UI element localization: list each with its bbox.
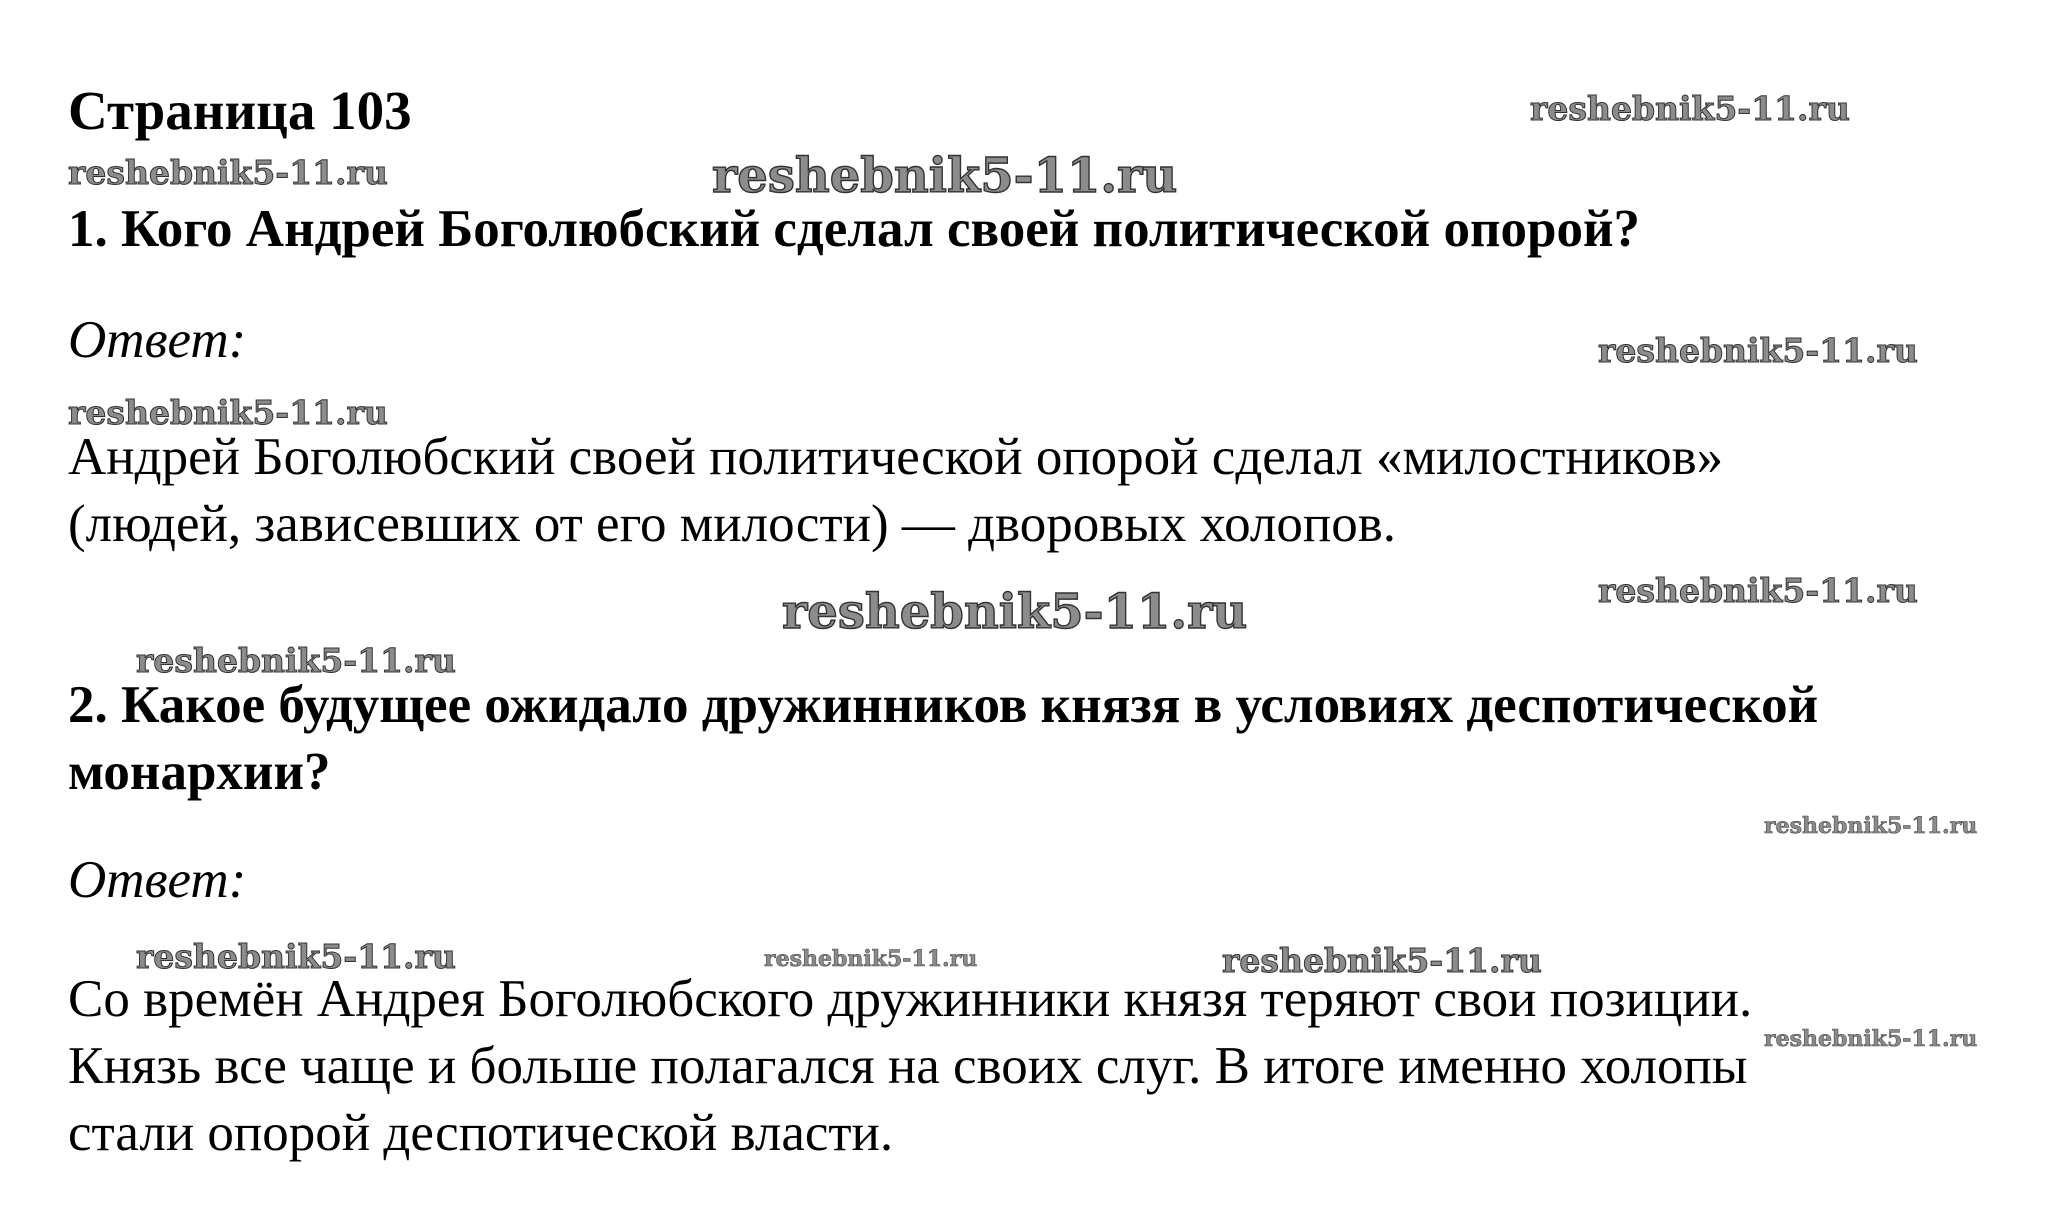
watermark: reshebnik5-11.ru bbox=[68, 153, 388, 192]
watermark: reshebnik5-11.ru bbox=[1764, 813, 1978, 839]
question-1: 1. Кого Андрей Боголюбский сделал своей политической опорой? bbox=[68, 200, 1640, 258]
answer-2-line-1: Со времён Андрея Боголюбского дружинники князя теряют свои позиции. bbox=[68, 970, 1753, 1028]
watermark: reshebnik5-11.ru bbox=[1598, 331, 1918, 370]
answer-2-line-3: стали опорой деспотической власти. bbox=[68, 1104, 894, 1162]
watermark: reshebnik5-11.ru bbox=[136, 641, 456, 680]
watermark: reshebnik5-11.ru bbox=[712, 148, 1178, 204]
answer-2-line-2: Князь все чаще и больше полагался на своих слуг. В итоге именно холопы bbox=[68, 1037, 1748, 1095]
watermark: reshebnik5-11.ru bbox=[1764, 1026, 1978, 1052]
answer-1-line-2: (людей, зависевших от его милости) — дворовых холопов. bbox=[68, 495, 1397, 553]
question-2-line-2: монархии? bbox=[68, 743, 331, 801]
answer-1 bbox=[68, 424, 2028, 558]
watermark: reshebnik5-11.ru bbox=[764, 946, 978, 972]
page-heading: Страница 103 bbox=[68, 80, 412, 141]
watermark: reshebnik5-11.ru bbox=[782, 584, 1248, 640]
answer-1-line-1: Андрей Боголюбский своей политической опорой сделал «милостников» bbox=[68, 428, 1724, 486]
watermark: reshebnik5-11.ru bbox=[68, 393, 388, 432]
question-2 bbox=[68, 672, 2028, 806]
watermark: reshebnik5-11.ru bbox=[136, 937, 456, 976]
question-2-line-1: 2. Какое будущее ожидало дружинников князя в условиях деспотической bbox=[68, 676, 1819, 734]
answer-label-2: Ответ: bbox=[68, 851, 247, 909]
watermark: reshebnik5-11.ru bbox=[1530, 89, 1850, 128]
answer-label-1: Ответ: bbox=[68, 311, 247, 369]
watermark: reshebnik5-11.ru bbox=[1598, 571, 1918, 610]
answer-2 bbox=[68, 966, 2028, 1167]
watermark: reshebnik5-11.ru bbox=[1222, 941, 1542, 980]
